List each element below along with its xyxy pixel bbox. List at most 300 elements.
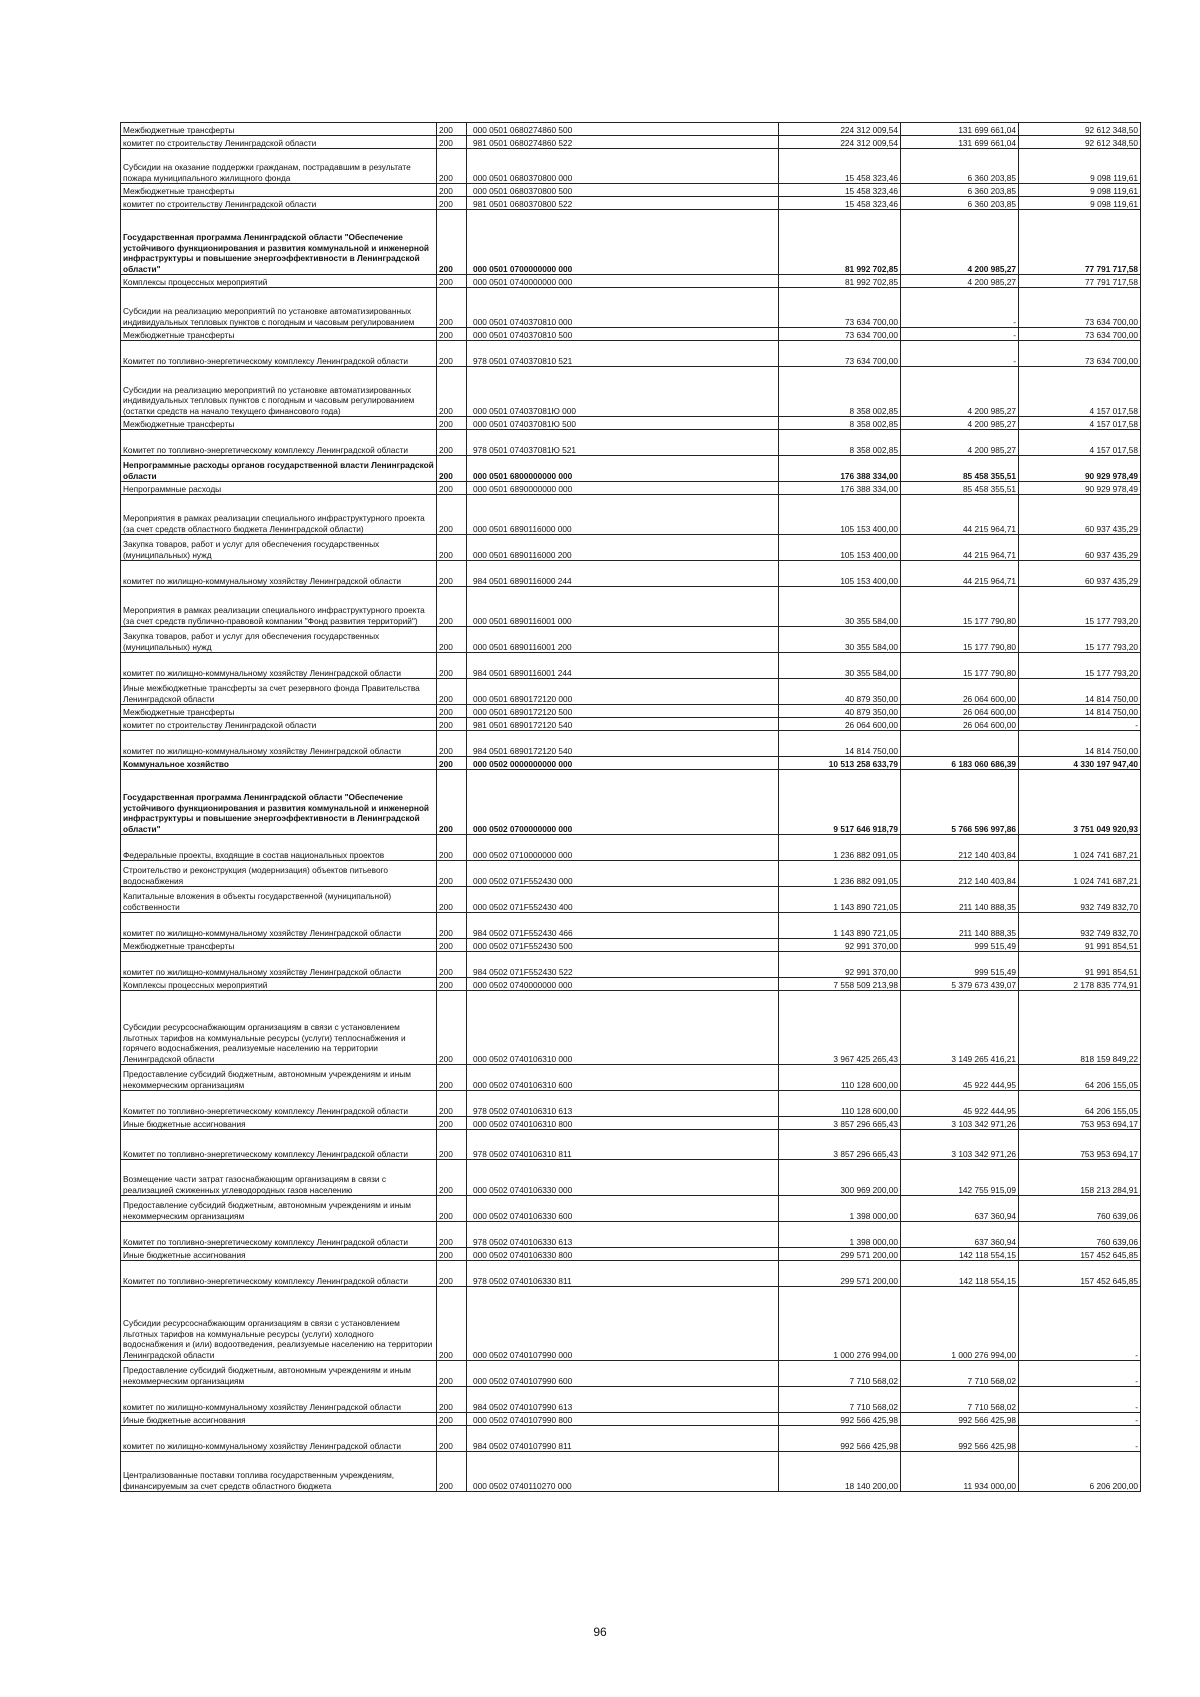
row-plan-amount: 73 634 700,00 bbox=[779, 341, 901, 367]
row-kbk-cell: 978 0502 0740106330 811 bbox=[467, 1261, 779, 1287]
row-plan-amount: 1 143 890 721,05 bbox=[779, 887, 901, 913]
row-executed-amount: 6 183 060 686,39 bbox=[901, 757, 1019, 770]
table-row bbox=[121, 288, 1141, 328]
row-kbk-cell: 000 0502 0740106330 800 bbox=[467, 1248, 779, 1261]
row-kbk-cell: 984 0501 6890172120 540 bbox=[467, 731, 779, 757]
table-row bbox=[121, 341, 1141, 367]
row-code-cell: 200 bbox=[437, 1452, 467, 1492]
row-plan-amount: 224 312 009,54 bbox=[779, 136, 901, 149]
row-plan-amount: 3 857 296 665,43 bbox=[779, 1130, 901, 1160]
row-code-cell: 200 bbox=[437, 835, 467, 861]
row-kbk-cell: 000 0502 0740106330 600 bbox=[467, 1196, 779, 1222]
table-row bbox=[121, 1261, 1141, 1287]
row-name-cell: Непрограммные расходы bbox=[121, 482, 437, 495]
row-remaining-amount: 3 751 049 920,93 bbox=[1019, 770, 1141, 835]
row-code-cell: 200 bbox=[437, 861, 467, 887]
row-kbk-cell: 000 0501 6800000000 000 bbox=[467, 456, 779, 482]
row-name-cell: комитет по жилищно-коммунальному хозяйству Ленинградской области bbox=[121, 913, 437, 939]
row-plan-amount: 8 358 002,85 bbox=[779, 430, 901, 456]
row-plan-amount: 81 992 702,85 bbox=[779, 210, 901, 275]
row-executed-amount: 4 200 985,27 bbox=[901, 417, 1019, 430]
row-kbk-cell: 984 0501 6890116000 244 bbox=[467, 561, 779, 587]
row-remaining-amount: 753 953 694,17 bbox=[1019, 1117, 1141, 1130]
row-executed-amount: 6 360 203,85 bbox=[901, 197, 1019, 210]
row-plan-amount: 40 879 350,00 bbox=[779, 679, 901, 705]
row-kbk-cell: 000 0502 0000000000 000 bbox=[467, 757, 779, 770]
row-name-cell: Комитет по топливно-энергетическому комплексу Ленинградской области bbox=[121, 341, 437, 367]
row-executed-amount: 45 922 444,95 bbox=[901, 1065, 1019, 1091]
row-plan-amount: 300 969 200,00 bbox=[779, 1160, 901, 1196]
row-executed-amount: 211 140 888,35 bbox=[901, 887, 1019, 913]
row-executed-amount bbox=[901, 731, 1019, 757]
row-code-cell: 200 bbox=[437, 1130, 467, 1160]
table-row bbox=[121, 679, 1141, 705]
row-executed-amount: 3 103 342 971,26 bbox=[901, 1117, 1019, 1130]
row-remaining-amount: 60 937 435,29 bbox=[1019, 535, 1141, 561]
table-body bbox=[121, 123, 1141, 1492]
row-kbk-cell: 000 0502 0740106330 000 bbox=[467, 1160, 779, 1196]
row-code-cell: 200 bbox=[437, 561, 467, 587]
row-name-cell: комитет по жилищно-коммунальному хозяйству Ленинградской области bbox=[121, 561, 437, 587]
row-name-cell: Закупка товаров, работ и услуг для обеспечения государственных (муниципальных) нужд bbox=[121, 535, 437, 561]
row-remaining-amount: 4 157 017,58 bbox=[1019, 417, 1141, 430]
table-row bbox=[121, 482, 1141, 495]
row-plan-amount: 73 634 700,00 bbox=[779, 328, 901, 341]
row-remaining-amount: 760 639,06 bbox=[1019, 1196, 1141, 1222]
row-name-cell: Комитет по топливно-энергетическому комплексу Ленинградской области bbox=[121, 1261, 437, 1287]
table-row bbox=[121, 1452, 1141, 1492]
row-name-cell: Субсидии ресурсоснабжающим организациям в связи с установлением льготных тарифов на коммунальные ресурсы (услуги) холодного водоснабжения и (или) водоотведения, реализуемые населению на территории Ленинградской области bbox=[121, 1287, 437, 1361]
row-kbk-cell: 000 0501 6890116001 000 bbox=[467, 587, 779, 627]
row-kbk-cell: 000 0502 0740000000 000 bbox=[467, 978, 779, 991]
row-plan-amount: 3 967 425 265,43 bbox=[779, 991, 901, 1065]
row-kbk-cell: 000 0502 071F552430 000 bbox=[467, 861, 779, 887]
table-row bbox=[121, 1248, 1141, 1261]
page-number: 96 bbox=[593, 1625, 607, 1639]
row-remaining-amount: - bbox=[1019, 1361, 1141, 1387]
row-plan-amount: 7 710 568,02 bbox=[779, 1361, 901, 1387]
row-executed-amount: 7 710 568,02 bbox=[901, 1361, 1019, 1387]
row-kbk-cell: 984 0502 0740107990 613 bbox=[467, 1387, 779, 1413]
row-kbk-cell: 000 0501 0700000000 000 bbox=[467, 210, 779, 275]
row-remaining-amount: 932 749 832,70 bbox=[1019, 913, 1141, 939]
row-kbk-cell: 000 0501 6890116000 200 bbox=[467, 535, 779, 561]
row-plan-amount: 992 566 425,98 bbox=[779, 1413, 901, 1426]
row-remaining-amount: 15 177 793,20 bbox=[1019, 627, 1141, 653]
row-remaining-amount: 73 634 700,00 bbox=[1019, 288, 1141, 328]
row-code-cell: 200 bbox=[437, 1117, 467, 1130]
row-remaining-amount: 14 814 750,00 bbox=[1019, 705, 1141, 718]
row-name-cell: Межбюджетные трансферты bbox=[121, 939, 437, 952]
table-row bbox=[121, 1426, 1141, 1452]
row-code-cell: 200 bbox=[437, 913, 467, 939]
table-row bbox=[121, 1413, 1141, 1426]
table-row bbox=[121, 1222, 1141, 1248]
row-code-cell: 200 bbox=[437, 535, 467, 561]
row-executed-amount: 992 566 425,98 bbox=[901, 1413, 1019, 1426]
row-code-cell: 200 bbox=[437, 341, 467, 367]
row-plan-amount: 9 517 646 918,79 bbox=[779, 770, 901, 835]
row-name-cell: Комплексы процессных мероприятий bbox=[121, 978, 437, 991]
table-row bbox=[121, 887, 1141, 913]
table-row bbox=[121, 417, 1141, 430]
budget-table-sheet bbox=[120, 122, 1140, 1492]
row-code-cell: 200 bbox=[437, 718, 467, 731]
row-remaining-amount: 64 206 155,05 bbox=[1019, 1091, 1141, 1117]
row-executed-amount: 26 064 600,00 bbox=[901, 705, 1019, 718]
row-kbk-cell: 000 0501 074037081Ю 500 bbox=[467, 417, 779, 430]
row-remaining-amount: - bbox=[1019, 718, 1141, 731]
table-row bbox=[121, 835, 1141, 861]
row-remaining-amount: 73 634 700,00 bbox=[1019, 341, 1141, 367]
row-executed-amount: 7 710 568,02 bbox=[901, 1387, 1019, 1413]
row-name-cell: комитет по жилищно-коммунальному хозяйству Ленинградской области bbox=[121, 1387, 437, 1413]
table-row bbox=[121, 627, 1141, 653]
row-executed-amount: 6 360 203,85 bbox=[901, 184, 1019, 197]
row-remaining-amount: 64 206 155,05 bbox=[1019, 1065, 1141, 1091]
table-row bbox=[121, 939, 1141, 952]
row-name-cell: Межбюджетные трансферты bbox=[121, 705, 437, 718]
row-code-cell: 200 bbox=[437, 123, 467, 136]
row-kbk-cell: 000 0502 0740107990 600 bbox=[467, 1361, 779, 1387]
row-plan-amount: 15 458 323,46 bbox=[779, 149, 901, 184]
row-name-cell: Строительство и реконструкция (модернизация) объектов питьевого водоснабжения bbox=[121, 861, 437, 887]
row-code-cell: 200 bbox=[437, 367, 467, 417]
row-executed-amount: 6 360 203,85 bbox=[901, 149, 1019, 184]
row-plan-amount: 8 358 002,85 bbox=[779, 367, 901, 417]
row-remaining-amount: 14 814 750,00 bbox=[1019, 679, 1141, 705]
row-remaining-amount: 4 157 017,58 bbox=[1019, 430, 1141, 456]
row-remaining-amount: 1 024 741 687,21 bbox=[1019, 861, 1141, 887]
row-plan-amount: 105 153 400,00 bbox=[779, 495, 901, 535]
row-code-cell: 200 bbox=[437, 705, 467, 718]
row-name-cell: Централизованные поставки топлива государственным учреждениям, финансируемым за счет средств областного бюджета bbox=[121, 1452, 437, 1492]
row-code-cell: 200 bbox=[437, 482, 467, 495]
row-code-cell: 200 bbox=[437, 1413, 467, 1426]
row-remaining-amount: 6 206 200,00 bbox=[1019, 1452, 1141, 1492]
row-code-cell: 200 bbox=[437, 288, 467, 328]
table-row bbox=[121, 718, 1141, 731]
row-code-cell: 200 bbox=[437, 1196, 467, 1222]
row-executed-amount: - bbox=[901, 288, 1019, 328]
row-code-cell: 200 bbox=[437, 1261, 467, 1287]
row-kbk-cell: 984 0502 071F552430 522 bbox=[467, 952, 779, 978]
row-remaining-amount: 15 177 793,20 bbox=[1019, 587, 1141, 627]
row-code-cell: 200 bbox=[437, 328, 467, 341]
row-code-cell: 200 bbox=[437, 1065, 467, 1091]
row-remaining-amount: 60 937 435,29 bbox=[1019, 561, 1141, 587]
row-kbk-cell: 000 0501 0680370800 000 bbox=[467, 149, 779, 184]
row-name-cell: Государственная программа Ленинградской области "Обеспечение устойчивого функционирования и развития коммунальной и инженерной инфраструктуры и повышение энергоэффективности в Ленинградской области" bbox=[121, 770, 437, 835]
row-name-cell: Иные бюджетные ассигнования bbox=[121, 1248, 437, 1261]
row-kbk-cell: 000 0502 0740106310 800 bbox=[467, 1117, 779, 1130]
row-plan-amount: 176 388 334,00 bbox=[779, 456, 901, 482]
row-plan-amount: 1 398 000,00 bbox=[779, 1196, 901, 1222]
row-name-cell: Предоставление субсидий бюджетным, автономным учреждениям и иным некоммерческим организациям bbox=[121, 1361, 437, 1387]
table-row bbox=[121, 197, 1141, 210]
row-plan-amount: 73 634 700,00 bbox=[779, 288, 901, 328]
row-name-cell: Предоставление субсидий бюджетным, автономным учреждениям и иным некоммерческим организациям bbox=[121, 1196, 437, 1222]
row-executed-amount: 131 699 661,04 bbox=[901, 123, 1019, 136]
table-row bbox=[121, 991, 1141, 1065]
row-kbk-cell: 000 0501 0740370810 000 bbox=[467, 288, 779, 328]
row-kbk-cell: 000 0502 071F552430 400 bbox=[467, 887, 779, 913]
row-code-cell: 200 bbox=[437, 887, 467, 913]
row-name-cell: Комитет по топливно-энергетическому комплексу Ленинградской области bbox=[121, 430, 437, 456]
row-code-cell: 200 bbox=[437, 757, 467, 770]
row-kbk-cell: 000 0501 0740000000 000 bbox=[467, 275, 779, 288]
table-row bbox=[121, 149, 1141, 184]
row-plan-amount: 92 991 370,00 bbox=[779, 952, 901, 978]
row-plan-amount: 26 064 600,00 bbox=[779, 718, 901, 731]
row-kbk-cell: 978 0502 0740106310 613 bbox=[467, 1091, 779, 1117]
row-code-cell: 200 bbox=[437, 1222, 467, 1248]
row-code-cell: 200 bbox=[437, 1426, 467, 1452]
row-code-cell: 200 bbox=[437, 417, 467, 430]
row-plan-amount: 1 398 000,00 bbox=[779, 1222, 901, 1248]
row-name-cell: Межбюджетные трансферты bbox=[121, 184, 437, 197]
row-plan-amount: 105 153 400,00 bbox=[779, 561, 901, 587]
row-kbk-cell: 981 0501 6890172120 540 bbox=[467, 718, 779, 731]
row-executed-amount: 4 200 985,27 bbox=[901, 430, 1019, 456]
table-row bbox=[121, 757, 1141, 770]
table-row bbox=[121, 913, 1141, 939]
row-plan-amount: 15 458 323,46 bbox=[779, 184, 901, 197]
row-remaining-amount: 818 159 849,22 bbox=[1019, 991, 1141, 1065]
row-kbk-cell: 000 0502 0740106310 000 bbox=[467, 991, 779, 1065]
row-plan-amount: 7 710 568,02 bbox=[779, 1387, 901, 1413]
table-row bbox=[121, 1065, 1141, 1091]
row-kbk-cell: 978 0502 0740106310 811 bbox=[467, 1130, 779, 1160]
row-kbk-cell: 000 0502 0700000000 000 bbox=[467, 770, 779, 835]
row-kbk-cell: 978 0501 0740370810 521 bbox=[467, 341, 779, 367]
row-remaining-amount: 157 452 645,85 bbox=[1019, 1248, 1141, 1261]
table-row bbox=[121, 184, 1141, 197]
row-plan-amount: 992 566 425,98 bbox=[779, 1426, 901, 1452]
row-remaining-amount: 77 791 717,58 bbox=[1019, 275, 1141, 288]
row-remaining-amount: 90 929 978,49 bbox=[1019, 482, 1141, 495]
row-executed-amount: 1 000 276 994,00 bbox=[901, 1287, 1019, 1361]
row-plan-amount: 105 153 400,00 bbox=[779, 535, 901, 561]
row-executed-amount: 85 458 355,51 bbox=[901, 456, 1019, 482]
table-row bbox=[121, 430, 1141, 456]
row-remaining-amount: 9 098 119,61 bbox=[1019, 184, 1141, 197]
row-code-cell: 200 bbox=[437, 149, 467, 184]
row-executed-amount: 212 140 403,84 bbox=[901, 861, 1019, 887]
row-executed-amount: 142 118 554,15 bbox=[901, 1248, 1019, 1261]
row-executed-amount: 44 215 964,71 bbox=[901, 535, 1019, 561]
row-executed-amount: 637 360,94 bbox=[901, 1222, 1019, 1248]
row-remaining-amount: 9 098 119,61 bbox=[1019, 149, 1141, 184]
row-executed-amount: 999 515,49 bbox=[901, 952, 1019, 978]
table-row bbox=[121, 275, 1141, 288]
row-code-cell: 200 bbox=[437, 136, 467, 149]
row-executed-amount: 999 515,49 bbox=[901, 939, 1019, 952]
row-name-cell: комитет по строительству Ленинградской области bbox=[121, 718, 437, 731]
row-plan-amount: 14 814 750,00 bbox=[779, 731, 901, 757]
row-code-cell: 200 bbox=[437, 627, 467, 653]
row-code-cell: 200 bbox=[437, 197, 467, 210]
table-row bbox=[121, 952, 1141, 978]
row-executed-amount: 85 458 355,51 bbox=[901, 482, 1019, 495]
row-executed-amount: 26 064 600,00 bbox=[901, 718, 1019, 731]
row-name-cell: Иные бюджетные ассигнования bbox=[121, 1413, 437, 1426]
row-kbk-cell: 981 0501 0680370800 522 bbox=[467, 197, 779, 210]
table-row bbox=[121, 328, 1141, 341]
row-code-cell: 200 bbox=[437, 939, 467, 952]
table-row bbox=[121, 561, 1141, 587]
row-kbk-cell: 978 0501 074037081Ю 521 bbox=[467, 430, 779, 456]
row-name-cell: Предоставление субсидий бюджетным, автономным учреждениям и иным некоммерческим организациям bbox=[121, 1065, 437, 1091]
row-plan-amount: 299 571 200,00 bbox=[779, 1248, 901, 1261]
row-remaining-amount: 932 749 832,70 bbox=[1019, 887, 1141, 913]
row-name-cell: Государственная программа Ленинградской области "Обеспечение устойчивого функционирования и развития коммунальной и инженерной инфраструктуры и повышение энергоэффективности в Ленинградской области" bbox=[121, 210, 437, 275]
row-remaining-amount: 760 639,06 bbox=[1019, 1222, 1141, 1248]
row-remaining-amount: 91 991 854,51 bbox=[1019, 952, 1141, 978]
row-kbk-cell: 000 0501 6890172120 000 bbox=[467, 679, 779, 705]
row-name-cell: Комплексы процессных мероприятий bbox=[121, 275, 437, 288]
row-remaining-amount: 91 991 854,51 bbox=[1019, 939, 1141, 952]
row-name-cell: Непрограммные расходы органов государственной власти Ленинградской области bbox=[121, 456, 437, 482]
row-kbk-cell: 984 0502 0740107990 811 bbox=[467, 1426, 779, 1452]
row-executed-amount: 3 149 265 416,21 bbox=[901, 991, 1019, 1065]
row-executed-amount: 4 200 985,27 bbox=[901, 275, 1019, 288]
row-kbk-cell: 000 0501 6890000000 000 bbox=[467, 482, 779, 495]
row-remaining-amount: - bbox=[1019, 1287, 1141, 1361]
row-name-cell: Комитет по топливно-энергетическому комплексу Ленинградской области bbox=[121, 1130, 437, 1160]
row-name-cell: Коммунальное хозяйство bbox=[121, 757, 437, 770]
row-code-cell: 200 bbox=[437, 210, 467, 275]
row-name-cell: Межбюджетные трансферты bbox=[121, 123, 437, 136]
table-row bbox=[121, 1196, 1141, 1222]
row-plan-amount: 3 857 296 665,43 bbox=[779, 1117, 901, 1130]
row-plan-amount: 110 128 600,00 bbox=[779, 1091, 901, 1117]
row-remaining-amount: 92 612 348,50 bbox=[1019, 136, 1141, 149]
row-remaining-amount: 753 953 694,17 bbox=[1019, 1130, 1141, 1160]
row-name-cell: Капитальные вложения в объекты государственной (муниципальной) собственности bbox=[121, 887, 437, 913]
row-kbk-cell: 000 0501 6890172120 500 bbox=[467, 705, 779, 718]
table-row bbox=[121, 367, 1141, 417]
row-code-cell: 200 bbox=[437, 679, 467, 705]
row-code-cell: 200 bbox=[437, 653, 467, 679]
row-executed-amount: 11 934 000,00 bbox=[901, 1452, 1019, 1492]
row-name-cell: Субсидии на оказание поддержки гражданам, пострадавшим в результате пожара муниципального жилищного фонда bbox=[121, 149, 437, 184]
row-remaining-amount: 2 178 835 774,91 bbox=[1019, 978, 1141, 991]
row-name-cell: Комитет по топливно-энергетическому комплексу Ленинградской области bbox=[121, 1091, 437, 1117]
row-executed-amount: 45 922 444,95 bbox=[901, 1091, 1019, 1117]
row-remaining-amount: 92 612 348,50 bbox=[1019, 123, 1141, 136]
row-remaining-amount: 14 814 750,00 bbox=[1019, 731, 1141, 757]
row-name-cell: Возмещение части затрат газоснабжающим организациям в связи с реализацией сжиженных углеводородных газов населению bbox=[121, 1160, 437, 1196]
row-kbk-cell: 981 0501 0680274860 522 bbox=[467, 136, 779, 149]
row-name-cell: Иные бюджетные ассигнования bbox=[121, 1117, 437, 1130]
row-plan-amount: 92 991 370,00 bbox=[779, 939, 901, 952]
row-kbk-cell: 000 0501 0680370800 500 bbox=[467, 184, 779, 197]
table-row bbox=[121, 705, 1141, 718]
table-row bbox=[121, 770, 1141, 835]
row-plan-amount: 1 236 882 091,05 bbox=[779, 861, 901, 887]
row-remaining-amount: 4 157 017,58 bbox=[1019, 367, 1141, 417]
row-remaining-amount: 9 098 119,61 bbox=[1019, 197, 1141, 210]
table-row bbox=[121, 136, 1141, 149]
table-row bbox=[121, 978, 1141, 991]
row-code-cell: 200 bbox=[437, 587, 467, 627]
row-kbk-cell: 000 0502 0710000000 000 bbox=[467, 835, 779, 861]
row-name-cell: Иные межбюджетные трансферты за счет резервного фонда Правительства Ленинградской области bbox=[121, 679, 437, 705]
row-plan-amount: 176 388 334,00 bbox=[779, 482, 901, 495]
row-executed-amount: 3 103 342 971,26 bbox=[901, 1130, 1019, 1160]
row-code-cell: 200 bbox=[437, 456, 467, 482]
table-row bbox=[121, 1387, 1141, 1413]
row-code-cell: 200 bbox=[437, 184, 467, 197]
row-kbk-cell: 978 0502 0740106330 613 bbox=[467, 1222, 779, 1248]
row-code-cell: 200 bbox=[437, 952, 467, 978]
table-row bbox=[121, 861, 1141, 887]
table-row bbox=[121, 123, 1141, 136]
row-code-cell: 200 bbox=[437, 1387, 467, 1413]
row-executed-amount: 4 200 985,27 bbox=[901, 210, 1019, 275]
row-remaining-amount: 157 452 645,85 bbox=[1019, 1261, 1141, 1287]
row-code-cell: 200 bbox=[437, 1091, 467, 1117]
row-executed-amount: 211 140 888,35 bbox=[901, 913, 1019, 939]
table-row bbox=[121, 1130, 1141, 1160]
table-row bbox=[121, 1287, 1141, 1361]
table-row bbox=[121, 1117, 1141, 1130]
row-executed-amount: - bbox=[901, 341, 1019, 367]
row-name-cell: комитет по строительству Ленинградской области bbox=[121, 136, 437, 149]
table-row bbox=[121, 456, 1141, 482]
row-executed-amount: 4 200 985,27 bbox=[901, 367, 1019, 417]
table-row bbox=[121, 1361, 1141, 1387]
row-plan-amount: 8 358 002,85 bbox=[779, 417, 901, 430]
row-plan-amount: 30 355 584,00 bbox=[779, 587, 901, 627]
row-executed-amount: 5 766 596 997,86 bbox=[901, 770, 1019, 835]
row-kbk-cell: 984 0501 6890116001 244 bbox=[467, 653, 779, 679]
row-plan-amount: 224 312 009,54 bbox=[779, 123, 901, 136]
row-remaining-amount: 4 330 197 947,40 bbox=[1019, 757, 1141, 770]
table-row bbox=[121, 731, 1141, 757]
row-executed-amount: 212 140 403,84 bbox=[901, 835, 1019, 861]
row-executed-amount: 15 177 790,80 bbox=[901, 627, 1019, 653]
row-remaining-amount: 60 937 435,29 bbox=[1019, 495, 1141, 535]
row-name-cell: комитет по жилищно-коммунальному хозяйству Ленинградской области bbox=[121, 1426, 437, 1452]
row-name-cell: Комитет по топливно-энергетическому комплексу Ленинградской области bbox=[121, 1222, 437, 1248]
row-remaining-amount: 1 024 741 687,21 bbox=[1019, 835, 1141, 861]
row-name-cell: Федеральные проекты, входящие в состав национальных проектов bbox=[121, 835, 437, 861]
row-kbk-cell: 000 0502 0740106310 600 bbox=[467, 1065, 779, 1091]
row-name-cell: Закупка товаров, работ и услуг для обеспечения государственных (муниципальных) нужд bbox=[121, 627, 437, 653]
row-code-cell: 200 bbox=[437, 991, 467, 1065]
table-row bbox=[121, 653, 1141, 679]
row-name-cell: Субсидии ресурсоснабжающим организациям в связи с установлением льготных тарифов на коммунальные ресурсы (услуги) теплоснабжения и горячего водоснабжения, реализуемые населению на территории Ленинградской области bbox=[121, 991, 437, 1065]
row-remaining-amount: 158 213 284,91 bbox=[1019, 1160, 1141, 1196]
row-code-cell: 200 bbox=[437, 430, 467, 456]
row-name-cell: Субсидии на реализацию мероприятий по установке автоматизированных индивидуальных тепловых пунктов с погодным и часовым регулированием bbox=[121, 288, 437, 328]
row-name-cell: Межбюджетные трансферты bbox=[121, 328, 437, 341]
row-plan-amount: 30 355 584,00 bbox=[779, 653, 901, 679]
row-executed-amount: - bbox=[901, 328, 1019, 341]
row-code-cell: 200 bbox=[437, 275, 467, 288]
row-kbk-cell: 000 0501 6890116000 000 bbox=[467, 495, 779, 535]
row-plan-amount: 15 458 323,46 bbox=[779, 197, 901, 210]
row-plan-amount: 1 236 882 091,05 bbox=[779, 835, 901, 861]
table-row bbox=[121, 1091, 1141, 1117]
row-name-cell: комитет по жилищно-коммунальному хозяйству Ленинградской области bbox=[121, 952, 437, 978]
row-code-cell: 200 bbox=[437, 731, 467, 757]
row-name-cell: Субсидии на реализацию мероприятий по установке автоматизированных индивидуальных тепловых пунктов с погодным и часовым регулированием (остатки средств на начало текущего финансового года) bbox=[121, 367, 437, 417]
row-plan-amount: 81 992 702,85 bbox=[779, 275, 901, 288]
row-kbk-cell: 000 0501 6890116001 200 bbox=[467, 627, 779, 653]
